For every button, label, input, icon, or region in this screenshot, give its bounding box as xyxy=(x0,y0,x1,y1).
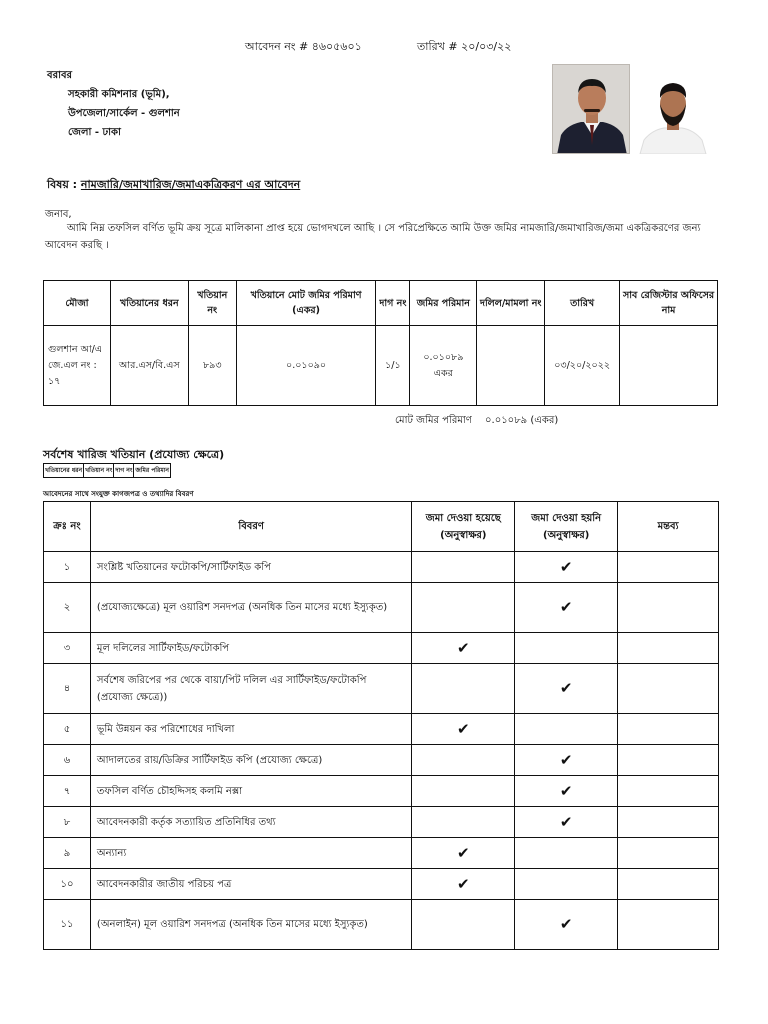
description-cell: অন্যান্য xyxy=(90,838,411,869)
serial-cell: ১ xyxy=(44,552,91,583)
not-submitted-cell: ✔ xyxy=(515,664,618,714)
total-value: ০.০১০৮৯ (একর) xyxy=(485,415,559,426)
total-land-cell: ০.০১০৯০ xyxy=(236,326,376,406)
serial-cell: ১১ xyxy=(44,900,91,950)
remarks-cell xyxy=(618,552,719,583)
table-row xyxy=(44,326,718,406)
column-header: দাগ নং xyxy=(114,464,134,478)
not-submitted-cell: ✔ xyxy=(515,900,618,950)
submitted-cell: ✔ xyxy=(412,714,515,745)
description-cell: সংশ্লিষ্ট খতিয়ানের ফটোকপি/সার্টিফাইড কপি xyxy=(90,552,411,583)
table-row xyxy=(44,583,719,633)
khatian-type-cell: আর.এস/বি.এস xyxy=(110,326,188,406)
not-submitted-cell: ✔ xyxy=(515,552,618,583)
date-cell: ০৩/২০/২০২২ xyxy=(545,326,620,406)
not-submitted-cell: ✔ xyxy=(515,807,618,838)
table-row xyxy=(44,900,719,950)
column-header: খতিয়ানের ধরন xyxy=(44,464,84,478)
column-header: মৌজা xyxy=(44,281,111,326)
office-cell xyxy=(620,326,718,406)
submitted-cell: ✔ xyxy=(412,633,515,664)
remarks-cell xyxy=(618,633,719,664)
table-row xyxy=(44,714,719,745)
remarks-cell xyxy=(618,714,719,745)
person-photo-icon xyxy=(553,65,630,154)
table-row xyxy=(44,838,719,869)
total-label: মোট জমির পরিমাণ xyxy=(395,415,472,426)
submitted-cell xyxy=(412,583,515,633)
total-land-summary xyxy=(395,413,558,430)
witness-photo xyxy=(634,64,712,154)
remarks-cell xyxy=(618,745,719,776)
column-header: খতিয়ানে মোট জমির পরিমাণ (একর) xyxy=(236,281,376,326)
not-submitted-cell xyxy=(515,633,618,664)
section-title: সর্বশেষ খারিজ খতিয়ান (প্রযোজ্য ক্ষেত্রে) xyxy=(43,448,225,461)
not-submitted-cell: ✔ xyxy=(515,776,618,807)
application-body: আমি নিম্ন তফসিল বর্ণিত ভূমি ক্রয় সূত্রে মালিকানা প্রাপ্ত হয়ে ভোগদখলে আছি । সে পরিপ্রেক্ষিতে আমি উক্ত জমির নামজারি/জমাখারিজ/জমা একত্রিকরণের জন্য আবেদন করছি । xyxy=(45,223,701,251)
column-header: খতিয়ানের ধরন xyxy=(110,281,188,326)
subject-prefix: বিষয় : xyxy=(47,178,78,191)
submitted-cell xyxy=(412,745,515,776)
table-row xyxy=(44,745,719,776)
address-to: বরাবর xyxy=(47,70,73,81)
serial-cell: ৭ xyxy=(44,776,91,807)
serial-cell: ৩ xyxy=(44,633,91,664)
serial-cell: ৪ xyxy=(44,664,91,714)
table-row xyxy=(44,464,171,478)
table-row xyxy=(44,869,719,900)
remarks-cell xyxy=(618,664,719,714)
table-row xyxy=(44,633,719,664)
column-header: ক্রঃ নং xyxy=(44,502,91,552)
column-header: জমা দেওয়া হয়নি (অনুস্বাক্ষর) xyxy=(515,502,618,552)
table-row xyxy=(44,807,719,838)
salutation: জনাব, xyxy=(45,209,72,220)
address-line: উপজেলা/সার্কেল - গুলশান xyxy=(68,108,180,119)
submitted-cell xyxy=(412,552,515,583)
serial-cell: ৮ xyxy=(44,807,91,838)
address-line: সহকারী কমিশনার (ভূমি), xyxy=(68,89,170,100)
column-header: জমির পরিমান xyxy=(410,281,477,326)
description-cell: (অনলাইন) মূল ওয়ারিশ সনদপত্র (অনধিক তিন মাসের মধ্যে ইস্যুকৃত) xyxy=(90,900,411,950)
mouza-cell: গুলশান আ/এ জে.এল নং : ১৭ xyxy=(44,326,111,406)
column-header: সাব রেজিস্টার অফিসের নাম xyxy=(620,281,718,326)
column-header: খতিয়ান নং xyxy=(188,281,236,326)
attachment-table-header xyxy=(44,502,719,552)
last-khatian-table xyxy=(43,463,171,478)
description-cell: আবেদনকারীর জাতীয় পরিচয় পত্র xyxy=(90,869,411,900)
table-row xyxy=(44,552,719,583)
column-header: মন্তব্য xyxy=(618,502,719,552)
application-number: আবেদন নং # ৪৬০৫৬০১ xyxy=(245,40,362,53)
application-date: তারিখ # ২০/০৩/২২ xyxy=(417,40,512,53)
column-header: খতিয়ান নং xyxy=(84,464,114,478)
attachment-table xyxy=(43,501,719,950)
serial-cell: ১০ xyxy=(44,869,91,900)
subject-line xyxy=(47,176,300,195)
column-header: বিবরণ xyxy=(90,502,411,552)
not-submitted-cell xyxy=(515,838,618,869)
remarks-cell xyxy=(618,776,719,807)
subject-title: নামজারি/জমাখারিজ/জমাএকত্রিকরণ এর আবেদন xyxy=(80,178,301,191)
land-amount-cell: ০.০১০৮৯ একর xyxy=(410,326,477,406)
column-header: তারিখ xyxy=(545,281,620,326)
description-cell: (প্রযোজ্যক্ষেত্রে) মূল ওয়ারিশ সনদপত্র (অনধিক তিন মাসের মধ্যে ইস্যুকৃত) xyxy=(90,583,411,633)
land-table-header xyxy=(44,281,718,326)
person-photo-icon xyxy=(634,64,712,154)
deed-number-cell xyxy=(477,326,545,406)
not-submitted-cell: ✔ xyxy=(515,583,618,633)
not-submitted-cell xyxy=(515,714,618,745)
serial-cell: ৯ xyxy=(44,838,91,869)
column-header: দাগ নং xyxy=(376,281,410,326)
description-cell: আদালতের রায়/ডিক্রির সার্টিফাইড কপি (প্রযোজ্য ক্ষেত্রে) xyxy=(90,745,411,776)
description-cell: সর্বশেষ জরিপের পর থেকে বায়া/পিট দলিল এর সার্টিফাইড/ফটোকপি (প্রযোজ্য ক্ষেত্রে)) xyxy=(90,664,411,714)
remarks-cell xyxy=(618,583,719,633)
attachment-caption: আবেদনের সাথে সংযুক্ত কাগজপত্র ও তথ্যাদির বিবরণ xyxy=(43,490,194,498)
submitted-cell xyxy=(412,900,515,950)
remarks-cell xyxy=(618,900,719,950)
remarks-cell xyxy=(618,869,719,900)
remarks-cell xyxy=(618,807,719,838)
table-row xyxy=(44,664,719,714)
submitted-cell xyxy=(412,664,515,714)
not-submitted-cell xyxy=(515,869,618,900)
serial-cell: ৫ xyxy=(44,714,91,745)
description-cell: মূল দলিলের সার্টিফাইড/ফটোকপি xyxy=(90,633,411,664)
column-header: জমির পরিমান xyxy=(134,464,171,478)
not-submitted-cell: ✔ xyxy=(515,745,618,776)
submitted-cell xyxy=(412,776,515,807)
submitted-cell: ✔ xyxy=(412,838,515,869)
khatian-number-cell: ৮৯৩ xyxy=(188,326,236,406)
dag-number-cell: ১/১ xyxy=(376,326,410,406)
recipient-address xyxy=(47,66,180,142)
serial-cell: ৬ xyxy=(44,745,91,776)
description-cell: ভূমি উন্নয়ন কর পরিশোধের দাখিলা xyxy=(90,714,411,745)
column-header: দলিল/মামলা নং xyxy=(477,281,545,326)
serial-cell: ২ xyxy=(44,583,91,633)
table-row xyxy=(44,776,719,807)
description-cell: তফসিল বর্ণিত চৌহদ্দিসহ কলমি নক্সা xyxy=(90,776,411,807)
remarks-cell xyxy=(618,838,719,869)
address-line: জেলা - ঢাকা xyxy=(68,127,121,138)
submitted-cell: ✔ xyxy=(412,869,515,900)
submitted-cell xyxy=(412,807,515,838)
applicant-photo xyxy=(552,64,630,154)
column-header: জমা দেওয়া হয়েছে (অনুস্বাক্ষর) xyxy=(412,502,515,552)
description-cell: আবেদনকারী কর্তৃক সত্যায়িত প্রতিনিধির তথ্য xyxy=(90,807,411,838)
land-details-table xyxy=(43,280,718,406)
